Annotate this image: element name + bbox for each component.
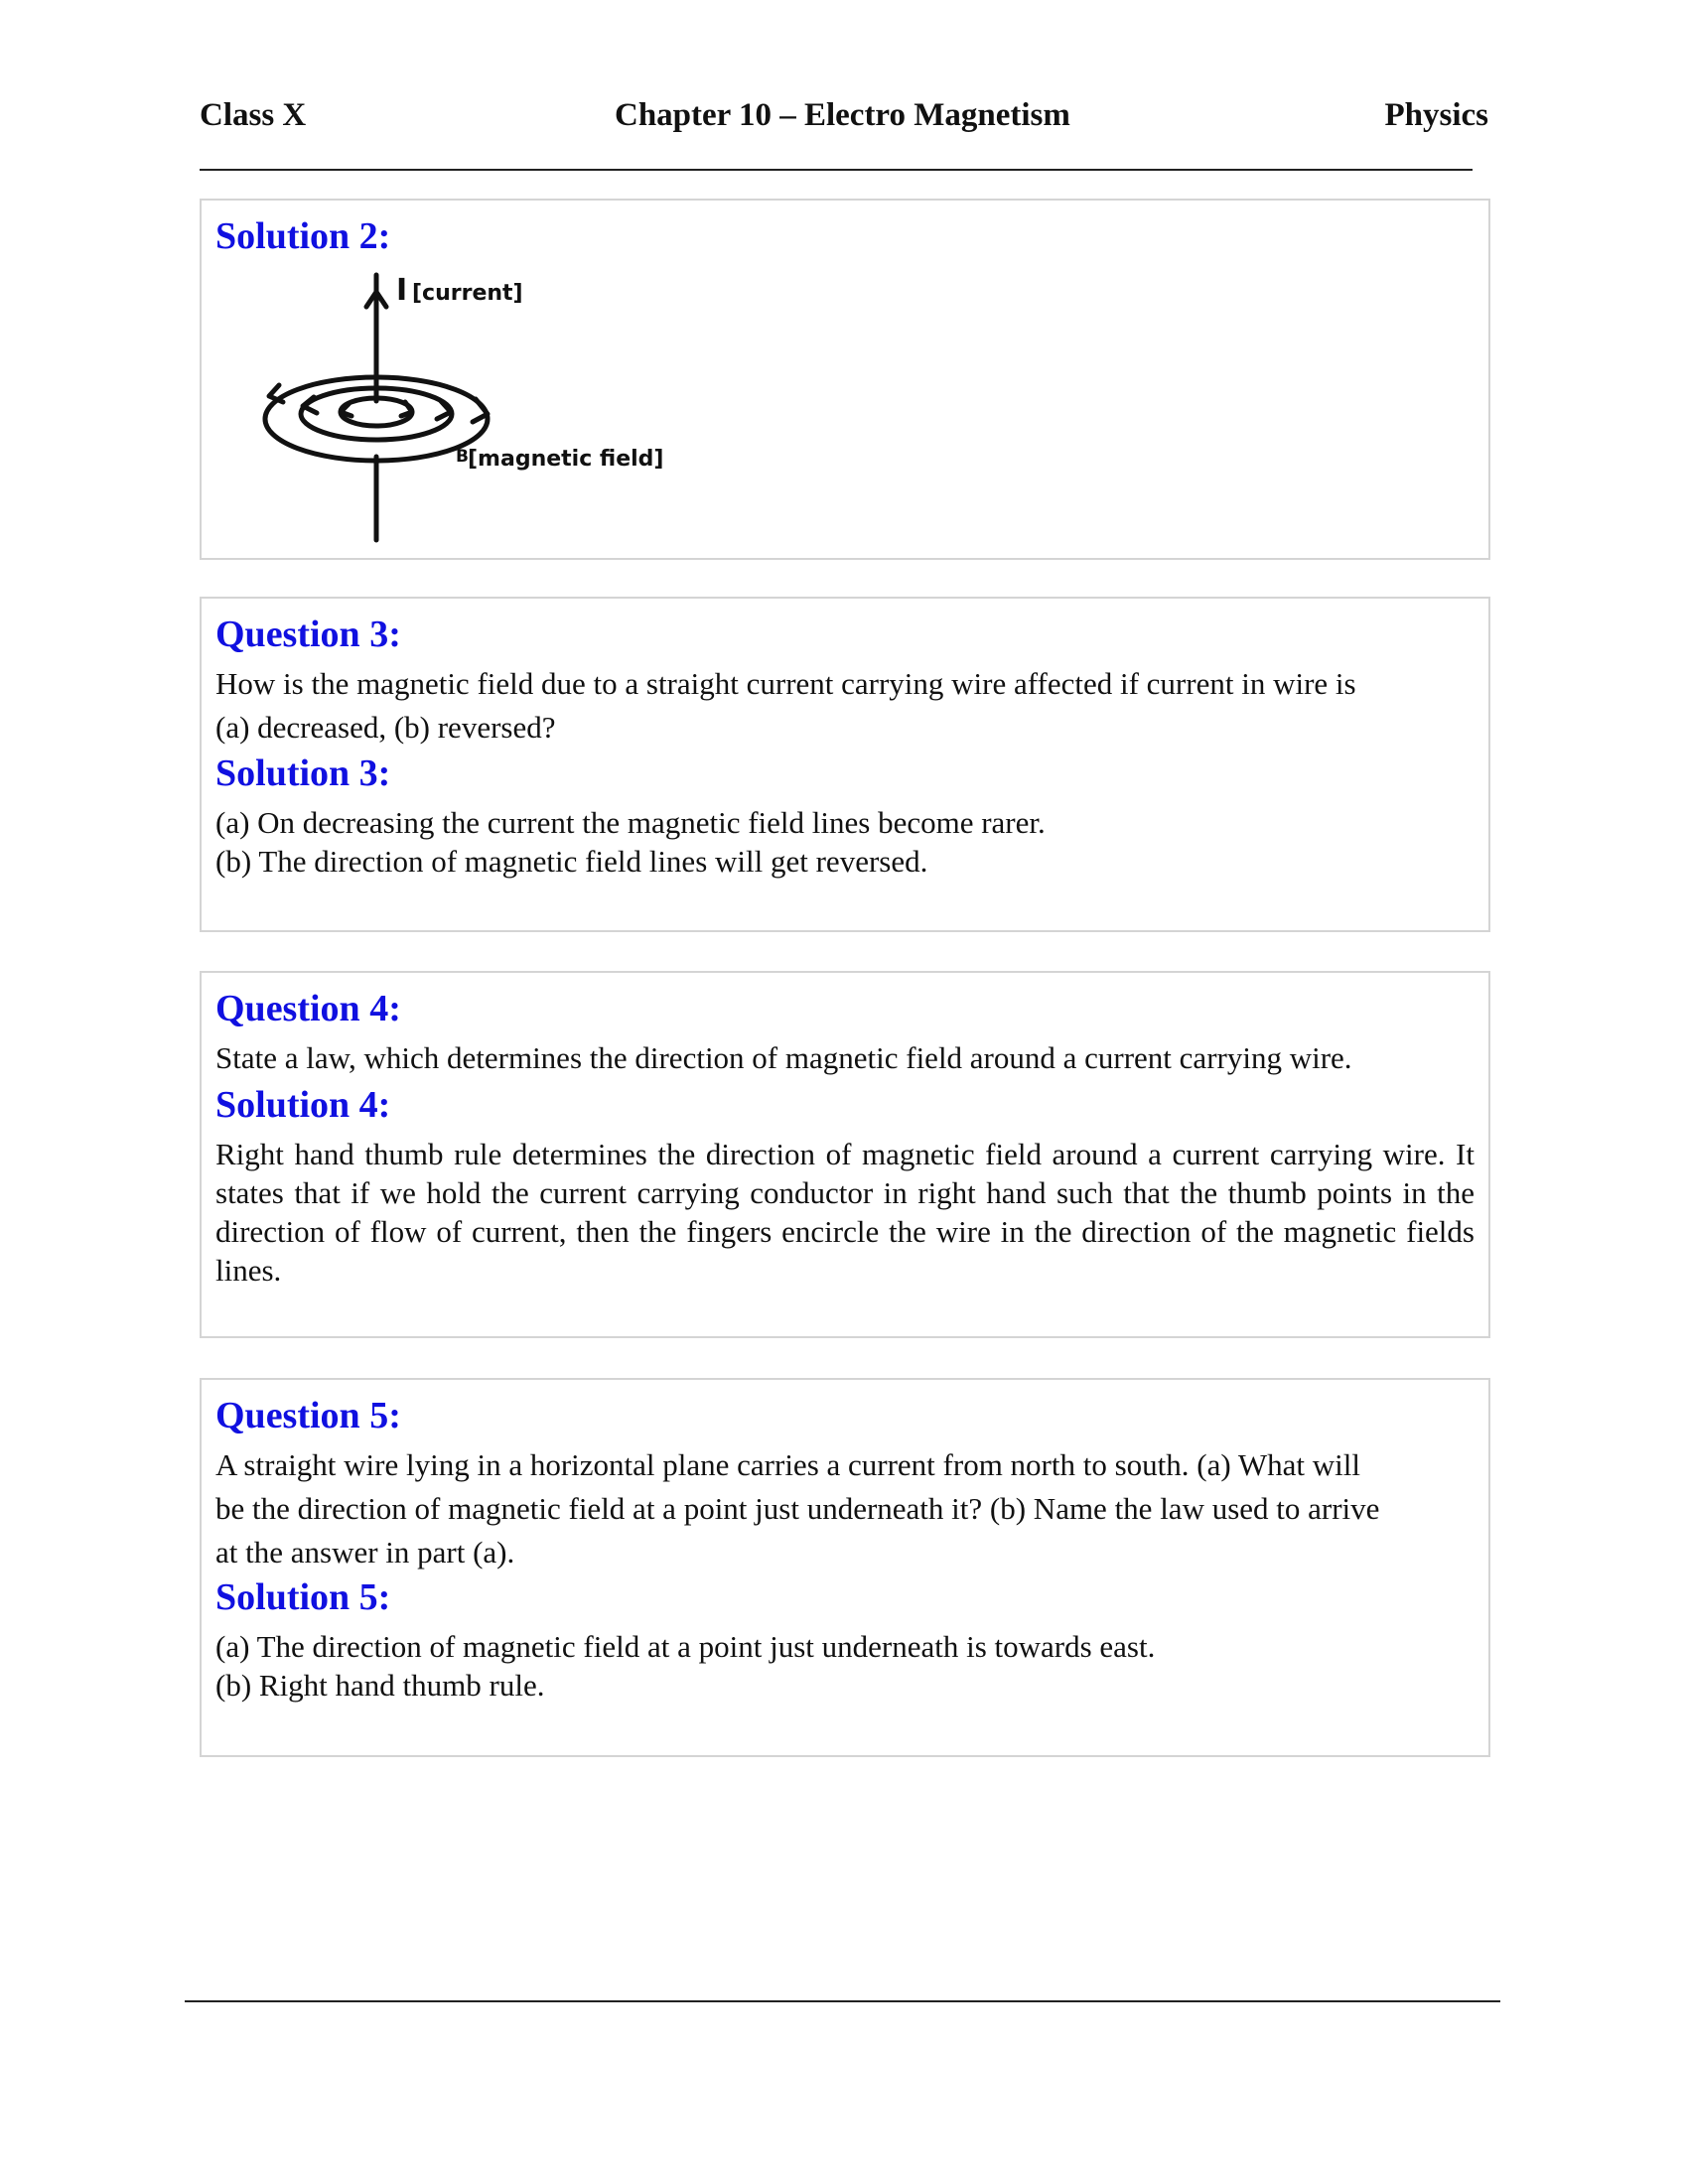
question-5-line: A straight wire lying in a horizontal plane carries a current from north to south. (a) What will: [215, 1447, 1360, 1482]
question-3-heading: Question 3:: [215, 614, 401, 655]
question-5-line: be the direction of magnetic field at a point just underneath it? (b) Name the law used to arrive: [215, 1491, 1380, 1526]
footer-rule: [185, 2000, 1500, 2002]
solution-5-line: (b) Right hand thumb rule.: [215, 1668, 545, 1703]
solution-2-box: [200, 199, 1490, 560]
solution-4-text: Right hand thumb rule determines the direction of magnetic field around a current carrying wire. It states that if we hold the current carrying conductor in right hand such that the thumb points in the direction of flow of current, then the fingers encircle the wire in the direction of the magnetic fields lines.: [215, 1137, 1475, 1288]
field-label: [magnetic field]: [468, 447, 664, 472]
field-arrow-left-middle: [303, 397, 317, 413]
question-3-line: (a) decreased, (b) reversed?: [215, 710, 556, 745]
subject-label: Physics: [1384, 97, 1488, 133]
page-header: [200, 97, 1488, 141]
header-rule: [200, 169, 1473, 171]
question-4-box: [200, 971, 1490, 1338]
class-label: Class X: [200, 97, 307, 133]
solution-5-heading: Solution 5:: [215, 1576, 391, 1618]
question-5-text: [215, 1443, 1475, 1574]
field-symbol: B: [456, 447, 469, 467]
question-3-text: [215, 662, 1475, 750]
solution-5-line: (a) The direction of magnetic field at a point just underneath is towards east.: [215, 1629, 1156, 1664]
solution-2-heading: Solution 2:: [215, 215, 391, 257]
solution-3-heading: Solution 3:: [215, 752, 391, 794]
question-3-box: [200, 597, 1490, 932]
solution-3-line: (b) The direction of magnetic field lines will get reversed.: [215, 844, 928, 879]
question-5-line: at the answer in part (a).: [215, 1535, 515, 1570]
chapter-title: Chapter 10 – Electro Magnetism: [615, 97, 1070, 133]
question-5-box: [200, 1378, 1490, 1757]
solution-3-text: [215, 803, 1475, 881]
question-5-heading: Question 5:: [215, 1395, 401, 1436]
magnetic-field-diagram: [246, 260, 763, 558]
current-symbol: I: [396, 273, 408, 308]
question-4-text: State a law, which determines the direction of magnetic field around a current carrying wire.: [215, 1040, 1352, 1075]
question-4-heading: Question 4:: [215, 988, 401, 1029]
solution-3-line: (a) On decreasing the current the magnetic field lines become rarer.: [215, 805, 1046, 840]
field-arrow-left-outer: [269, 385, 283, 402]
solution-4-heading: Solution 4:: [215, 1084, 391, 1126]
solution-5-text: [215, 1627, 1475, 1705]
question-3-line: How is the magnetic field due to a straight current carrying wire affected if current in wire is: [215, 666, 1356, 701]
current-label: [current]: [412, 281, 523, 306]
